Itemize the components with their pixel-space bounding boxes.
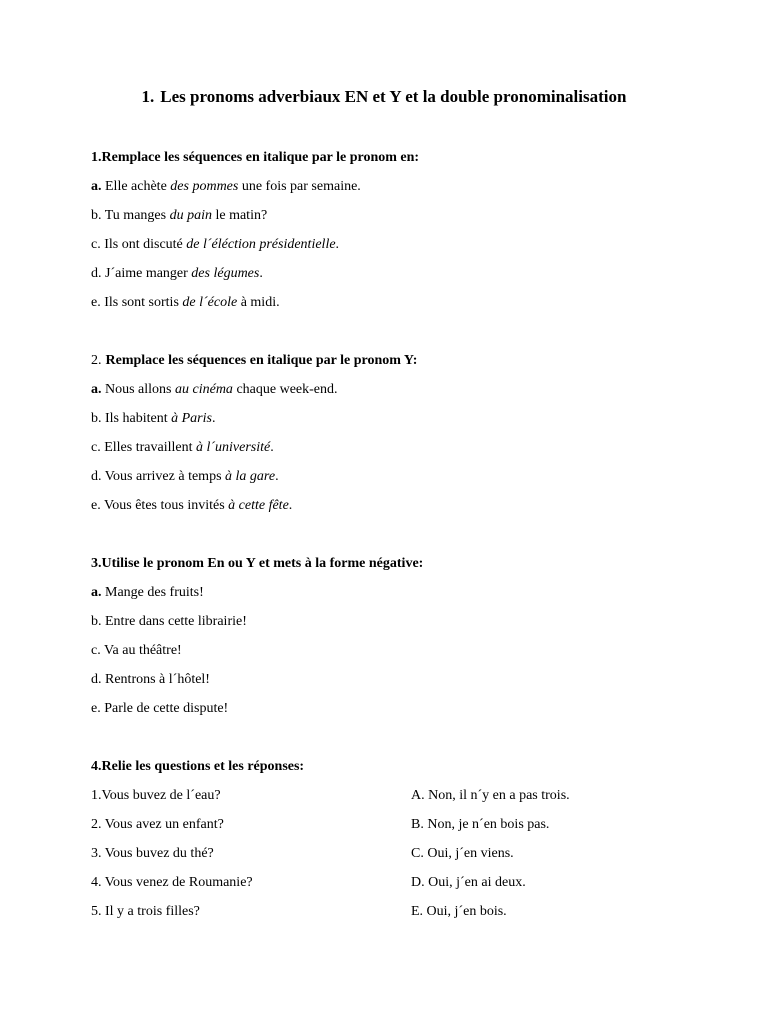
item-text-after: à midi.	[237, 295, 280, 310]
item-text-after: .	[335, 237, 340, 252]
item-text-after: .	[270, 440, 274, 455]
item-label: e.	[91, 498, 101, 513]
item-italic-text: du pain	[169, 208, 212, 223]
item-text-after: chaque week-end.	[232, 382, 338, 397]
title-number: 1.	[141, 87, 155, 106]
section-1-heading: 1.Remplace les séquences en italique par le pronom en:	[91, 150, 420, 165]
item-text-before: Ils habitent	[101, 411, 172, 426]
item-text: Mange des fruits!	[101, 585, 204, 600]
item-italic-text: de l´école	[182, 295, 238, 310]
section-1-item-c	[91, 237, 339, 253]
item-text-before: Elle achète	[101, 179, 171, 194]
item-text-before: Nous allons	[101, 382, 175, 397]
item-label: d.	[91, 266, 102, 281]
item-label: d.	[91, 469, 102, 484]
section-3-item-e	[91, 701, 228, 717]
section-3-item-a	[91, 585, 204, 601]
item-text-after: .	[211, 411, 216, 426]
item-italic-text: au cinéma	[175, 382, 233, 397]
item-italic-text: à cette fête	[228, 498, 289, 513]
section-3-item-b	[91, 614, 247, 630]
item-label: c.	[91, 643, 101, 658]
question-1: 1.Vous buvez de l´eau?	[91, 788, 221, 803]
answer-b: B. Non, je n´en bois pas.	[411, 817, 550, 832]
section-3-heading: 3.Utilise le pronom En ou Y et mets à la forme négative:	[91, 556, 424, 571]
page-title	[0, 87, 768, 107]
item-label: d.	[91, 672, 102, 687]
item-text: Entre dans cette librairie!	[101, 614, 247, 629]
item-italic-text: à Paris	[171, 411, 212, 426]
item-text-after: le matin?	[211, 208, 268, 223]
question-4: 4. Vous venez de Roumanie?	[91, 875, 253, 890]
section-3-item-d	[91, 672, 210, 688]
item-label: c.	[91, 237, 101, 252]
item-label: a.	[91, 585, 102, 600]
item-text: Parle de cette dispute!	[100, 701, 229, 716]
section-2-item-b	[91, 411, 215, 427]
section-2-item-c	[91, 440, 274, 456]
item-label: e.	[91, 295, 101, 310]
title-text: Les pronoms adverbiaux EN et Y et la double pronominalisation	[160, 87, 627, 106]
section-1-item-e	[91, 295, 280, 311]
item-text-before: Ils ont discuté	[100, 237, 187, 252]
item-italic-text: à la gare	[225, 469, 276, 484]
item-text: Va au théâtre!	[100, 643, 182, 658]
item-label: b.	[91, 614, 102, 629]
item-label: a.	[91, 382, 102, 397]
section-1-item-a	[91, 179, 361, 195]
section-2-heading	[91, 353, 417, 369]
item-text-after: .	[259, 266, 263, 281]
item-label: e.	[91, 701, 101, 716]
item-italic-text: des pommes	[170, 179, 239, 194]
item-text-before: Vous êtes tous invités	[100, 498, 229, 513]
item-label: a.	[91, 179, 102, 194]
section-2-item-e	[91, 498, 292, 514]
section-2-item-d	[91, 469, 279, 485]
item-text-before: Vous arrivez à temps	[101, 469, 226, 484]
item-label: b.	[91, 411, 102, 426]
item-italic-text: à l´université	[195, 440, 271, 455]
item-text: Rentrons à l´hôtel!	[101, 672, 210, 687]
item-text-before: Elles travaillent	[100, 440, 196, 455]
answer-e: E. Oui, j´en bois.	[411, 904, 507, 919]
item-text-after: une fois par semaine.	[238, 179, 361, 194]
question-3: 3. Vous buvez du thé?	[91, 846, 214, 861]
item-text-before: Tu manges	[101, 208, 170, 223]
item-text-after: .	[288, 498, 293, 513]
item-italic-text: de l´éléction présidentielle	[186, 237, 336, 252]
question-5: 5. Il y a trois filles?	[91, 904, 200, 919]
item-text-before: J´aime manger	[101, 266, 192, 281]
item-label: b.	[91, 208, 102, 223]
item-italic-text: des légumes	[191, 266, 260, 281]
section-2-number: 2.	[91, 353, 102, 368]
answer-c: C. Oui, j´en viens.	[411, 846, 514, 861]
item-text-before: Ils sont sortis	[100, 295, 183, 310]
answer-a: A. Non, il n´y en a pas trois.	[411, 788, 570, 803]
answer-d: D. Oui, j´en ai deux.	[411, 875, 526, 890]
section-1-item-d	[91, 266, 263, 282]
question-2: 2. Vous avez un enfant?	[91, 817, 224, 832]
item-text-after: .	[275, 469, 279, 484]
section-1-item-b	[91, 208, 267, 224]
item-label: c.	[91, 440, 101, 455]
section-2-item-a	[91, 382, 338, 398]
section-3-item-c	[91, 643, 182, 659]
section-2-heading-text: Remplace les séquences en italique par le pronom Y:	[105, 353, 418, 368]
section-4-heading: 4.Relie les questions et les réponses:	[91, 759, 305, 774]
